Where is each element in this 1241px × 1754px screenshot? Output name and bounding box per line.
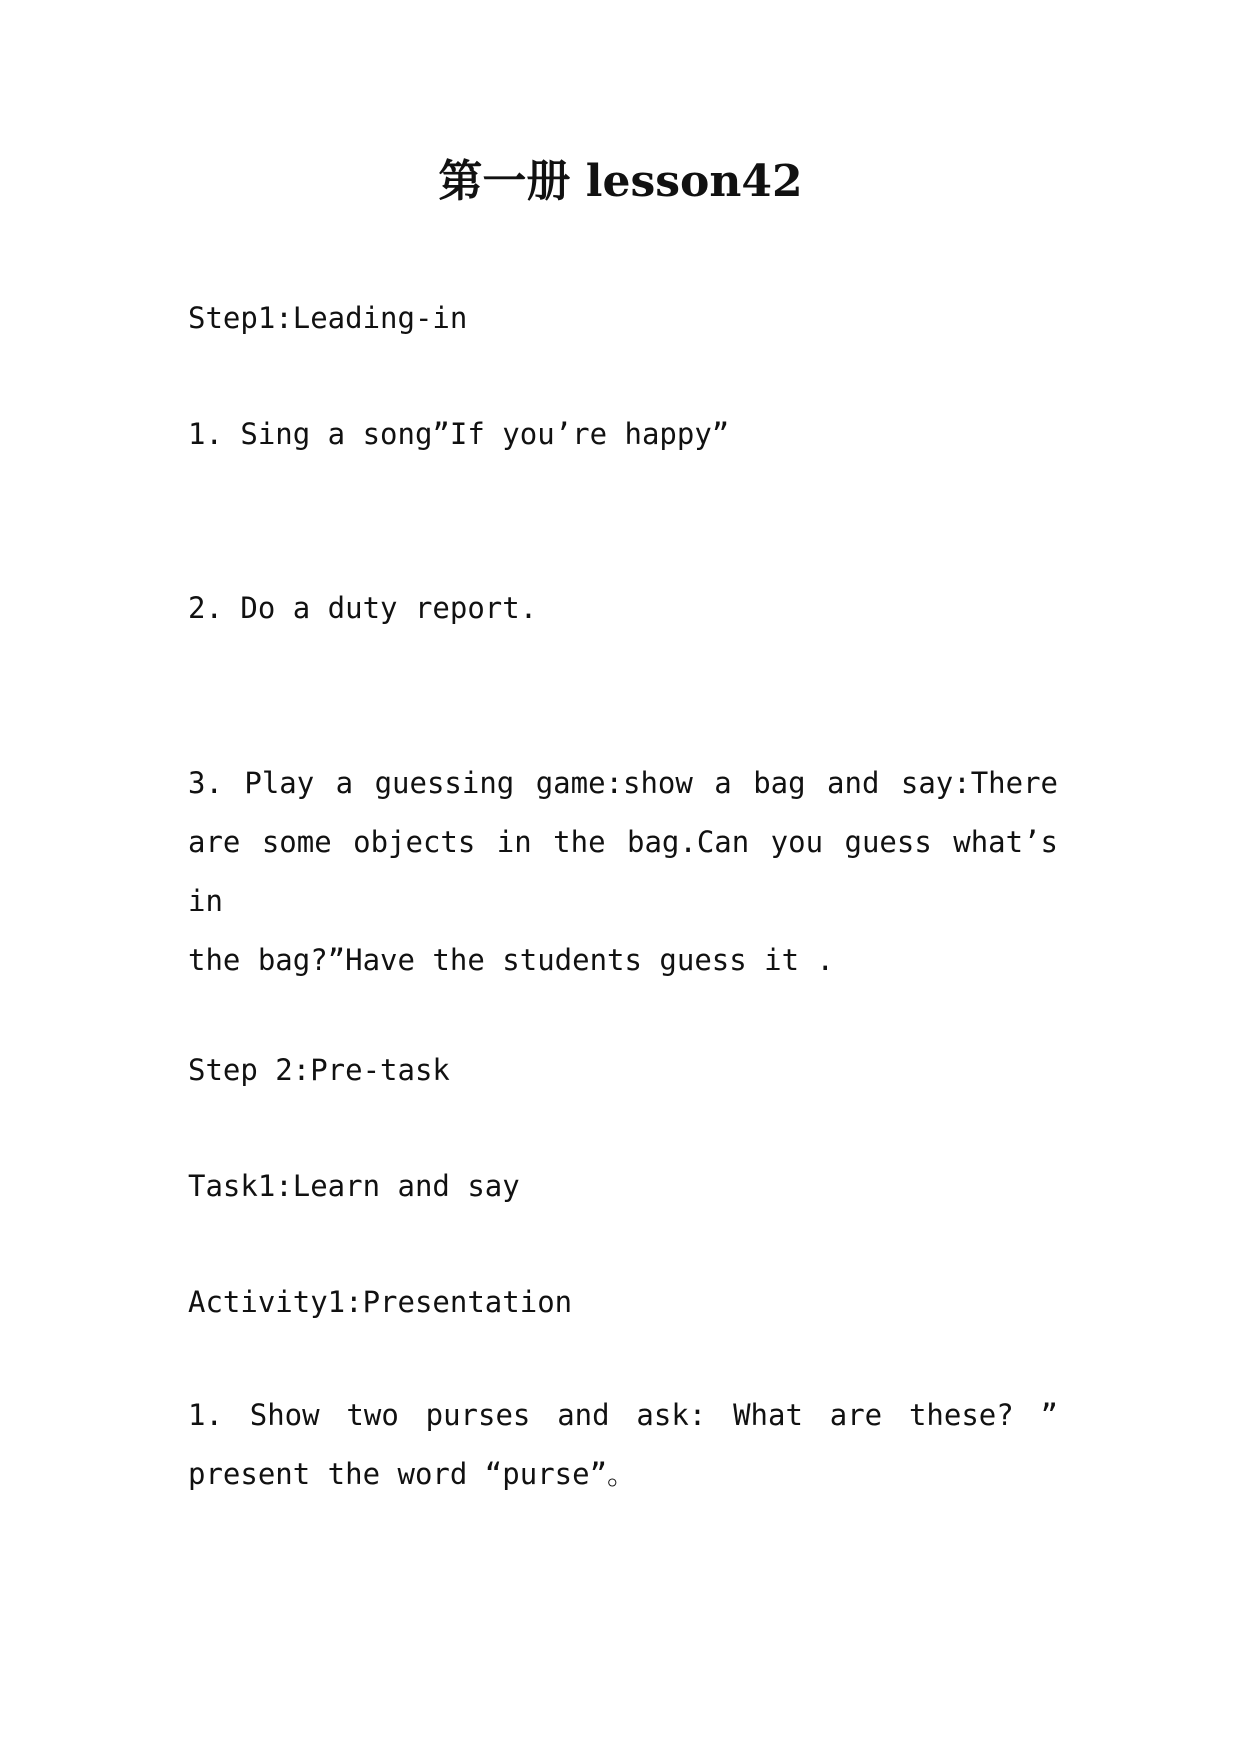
document-title: 第一册 lesson42 xyxy=(438,156,803,207)
step2-heading: Step 2:Pre-task xyxy=(188,1053,450,1087)
guessing-game-line-3: the bag?”Have the students guess it . xyxy=(188,943,835,977)
guessing-game-line-2: are some objects in the bag.Can you guess what’s in xyxy=(188,825,1058,918)
item-duty-report: 2. Do a duty report. xyxy=(188,591,538,625)
activity1-heading: Activity1:Presentation xyxy=(188,1285,573,1319)
task1-heading: Task1:Learn and say xyxy=(188,1169,520,1203)
step1-heading: Step1:Leading-in xyxy=(188,301,468,335)
show-purses-line-2: present the word “purse”。 xyxy=(188,1457,637,1491)
item-guessing-game xyxy=(188,754,1058,990)
guessing-game-line-1: 3. Play a guessing game:show a bag and say:There xyxy=(188,766,1058,800)
item-sing-song: 1. Sing a song”If you’re happy” xyxy=(188,417,730,451)
show-purses-line-1: 1. Show two purses and ask: What are these? ” xyxy=(188,1398,1058,1432)
item-show-purses xyxy=(188,1386,1058,1504)
